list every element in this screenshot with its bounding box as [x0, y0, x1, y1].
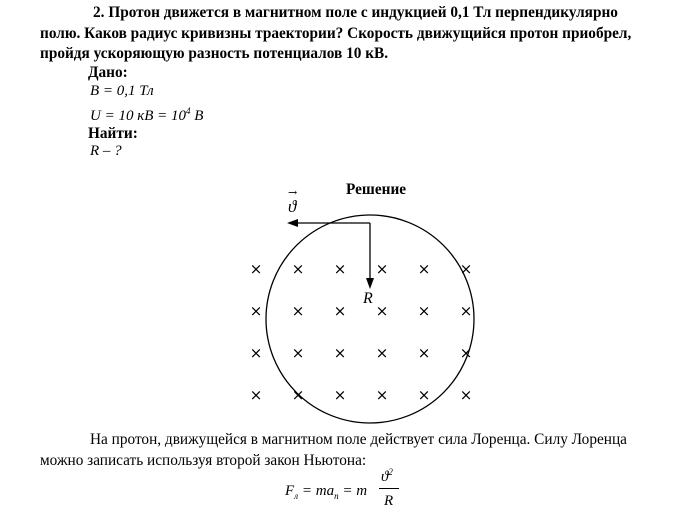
velocity-symbol: ϑ: [288, 197, 297, 216]
field-cross-2-2: ×: [333, 344, 347, 362]
field-cross-0-3: ×: [375, 260, 389, 278]
formula-m: = m: [342, 483, 368, 499]
find-value: R – ?: [90, 143, 122, 159]
field-cross-3-5: ×: [459, 386, 473, 404]
formula-theta: ϑ: [381, 469, 389, 485]
explanation-line-2: можно записать используя второй закон Ньютона:: [40, 452, 367, 469]
given-u-unit: В: [194, 108, 204, 124]
explanation-line-1: На протон, движущейся в магнитном поле действует сила Лоренца. Силу Лоренца: [90, 431, 627, 448]
formula-f: F: [285, 483, 295, 499]
field-cross-0-0: ×: [249, 260, 263, 278]
formula-f-sub: л: [294, 491, 299, 501]
formula-denominator: R: [384, 493, 394, 509]
field-cross-2-4: ×: [417, 344, 431, 362]
field-cross-0-4: ×: [417, 260, 431, 278]
problem-text-1: Протон движется в магнитном поле с индукцией 0,1 Тл перпендикулярно: [108, 4, 618, 21]
given-b: B = 0,1 Тл: [90, 83, 154, 99]
field-cross-3-4: ×: [417, 386, 431, 404]
field-cross-2-3: ×: [375, 344, 389, 362]
find-label: Найти:: [88, 125, 138, 142]
formula-ma-sub: n: [334, 491, 339, 501]
field-cross-1-4: ×: [417, 302, 431, 320]
velocity-label: [288, 197, 296, 217]
field-cross-2-0: ×: [249, 344, 263, 362]
velocity-arrowhead: [287, 219, 298, 227]
formula-numerator: [381, 467, 393, 486]
given-u-exp: 4: [186, 106, 191, 116]
field-cross-1-0: ×: [249, 302, 263, 320]
radius-arrowhead: [366, 278, 374, 289]
magnetic-field-crosses: [250, 260, 473, 404]
formula-lhs: [285, 483, 367, 500]
field-cross-3-0: ×: [249, 386, 263, 404]
formula-num-exp: 2: [388, 467, 393, 477]
fraction-bar: [379, 488, 399, 489]
field-cross-0-2: ×: [333, 260, 347, 278]
problem-number: 2.: [93, 4, 105, 21]
field-cross-3-2: ×: [333, 386, 347, 404]
problem-text-2: полю. Каков радиус кривизны траектории? Скорость движущийся протон приобрел,: [40, 25, 632, 42]
formula-ma: = ma: [301, 483, 335, 499]
field-cross-0-1: ×: [291, 260, 305, 278]
solution-heading: Решение: [346, 181, 407, 198]
field-cross-1-3: ×: [375, 302, 389, 320]
radius-label: R: [363, 290, 373, 307]
field-cross-2-5: ×: [459, 344, 473, 362]
field-cross-2-1: ×: [291, 344, 305, 362]
given-u-value: U = 10 кВ = 10: [90, 108, 187, 124]
field-cross-3-3: ×: [375, 386, 389, 404]
field-cross-1-2: ×: [333, 302, 347, 320]
field-cross-0-5: ×: [459, 260, 473, 278]
field-cross-1-1: ×: [291, 302, 305, 320]
field-cross-1-5: ×: [459, 302, 473, 320]
field-cross-3-1: ×: [291, 386, 305, 404]
problem-text-3: пройдя ускоряющую разность потенциалов 10 кВ.: [40, 45, 389, 62]
given-label: Дано:: [88, 64, 128, 81]
velocity-arrow-mark: →: [288, 186, 298, 199]
